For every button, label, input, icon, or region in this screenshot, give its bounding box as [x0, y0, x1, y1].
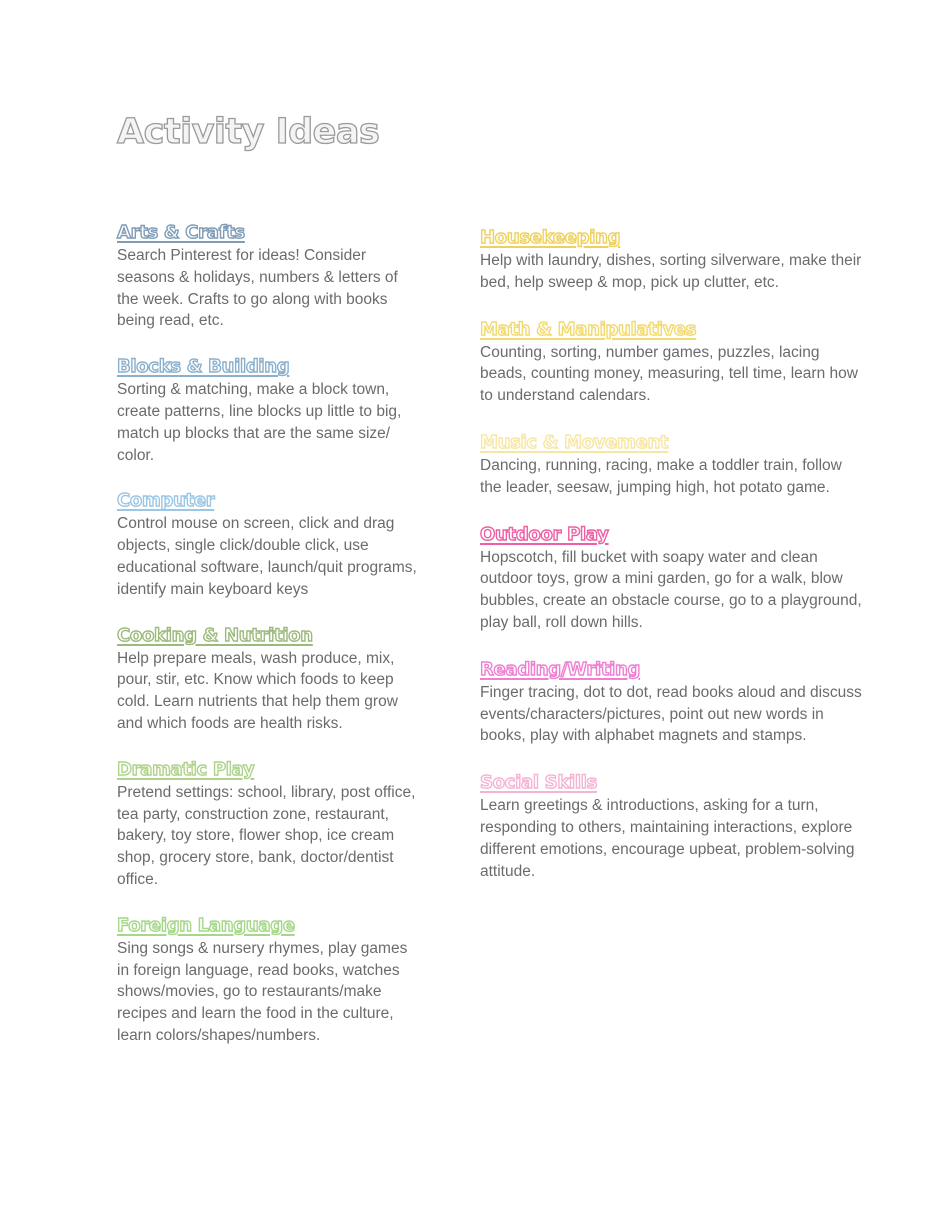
- section-description: Learn greetings & introductions, asking for a turn, responding to others, maintaining interactions, explore different emotions, encourage upbeat, problem-solving attitude.: [480, 797, 855, 880]
- section-description: Help with laundry, dishes, sorting silverware, make their bed, help sweep & mop, pick up clutter, etc.: [480, 252, 862, 291]
- activity-section: [480, 318, 865, 407]
- section-heading: Social Skills: [480, 772, 598, 794]
- section-description: Pretend settings: school, library, post office, tea party, construction zone, restaurant, bakery, toy store, flower shop, ice cream shop, grocery store, bank, doctor/dentist office.: [117, 783, 416, 888]
- section-heading: Computer: [117, 490, 215, 512]
- section-description: Sing songs & nursery rhymes, play games in foreign language, read books, watches shows/movies, go to restaurants/make recipes and learn the food in the culture, learn colors/shapes/numbers.: [117, 939, 408, 1044]
- section-heading: Dramatic Play: [117, 758, 255, 780]
- section-description: Search Pinterest for ideas! Consider seasons & holidays, numbers & letters of the week. Crafts to go along with books being read, etc.: [117, 247, 398, 330]
- section-description: Control mouse on screen, click and drag objects, single click/double click, use educational software, launch/quit programs, identify main keyboard keys: [117, 515, 417, 598]
- activity-section: [117, 221, 422, 332]
- page-title: Activity Ideas: [117, 112, 380, 152]
- section-heading: Housekeeping: [480, 227, 621, 248]
- section-description: Hopscotch, fill bucket with soapy water and clean outdoor toys, grow a mini garden, go for a walk, blow bubbles, create an obstacle course, go to a playground, play ball, roll down hills.: [480, 548, 862, 631]
- section-heading: Reading/Writing: [480, 658, 641, 680]
- activity-section: [480, 658, 865, 747]
- section-description: Finger tracing, dot to dot, read books aloud and discuss events/characters/pictures, point out new words in books, play with alphabet magnets and stamps.: [480, 683, 862, 745]
- section-heading: Math & Manipulatives: [480, 318, 697, 340]
- section-description: Dancing, running, racing, make a toddler train, follow the leader, seesaw, jumping high, hot potato game.: [480, 456, 842, 496]
- activity-section: [480, 226, 865, 294]
- section-heading: Music & Movement: [480, 431, 669, 453]
- section-heading: Blocks & Building: [117, 356, 290, 378]
- section-heading: Cooking & Nutrition: [117, 624, 313, 646]
- activity-section: [117, 355, 422, 466]
- activity-section: [480, 771, 865, 882]
- activity-section: [117, 914, 422, 1047]
- activity-section: [480, 431, 865, 499]
- section-heading: Arts & Crafts: [117, 222, 245, 243]
- section-heading: Outdoor Play: [480, 523, 609, 545]
- section-heading: Foreign Language: [117, 914, 295, 936]
- section-description: Help prepare meals, wash produce, mix, pour, stir, etc. Know which foods to keep cold. Learn nutrients that help them grow and which foods are health risks.: [117, 649, 398, 732]
- activity-section: [480, 523, 865, 634]
- activity-section: [117, 758, 422, 891]
- left-column: [117, 221, 422, 1070]
- section-description: Counting, sorting, number games, puzzles, lacing beads, counting money, measuring, tell time, learn how to understand calendars.: [480, 343, 858, 405]
- right-column: [480, 226, 865, 906]
- activity-section: [117, 624, 422, 735]
- section-description: Sorting & matching, make a block town, create patterns, line blocks up little to big, match up blocks that are the same size/ color.: [117, 381, 402, 464]
- activity-section: [117, 489, 422, 600]
